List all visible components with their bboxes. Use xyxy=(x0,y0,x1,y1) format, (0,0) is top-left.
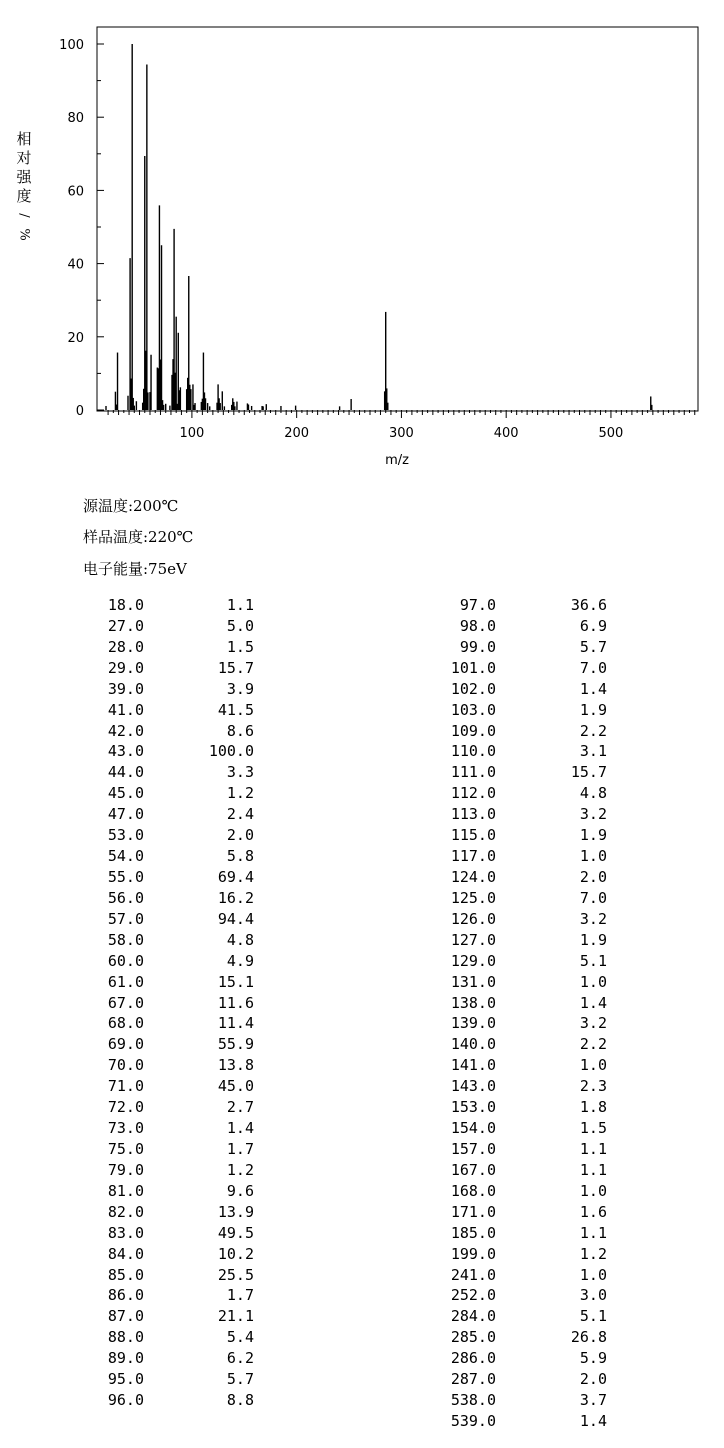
table-row xyxy=(360,972,660,993)
abundance-value: 3.7 xyxy=(579,1391,607,1410)
table-row xyxy=(0,1118,300,1139)
table-row xyxy=(360,658,660,679)
mz-value: 97.0 xyxy=(459,596,496,614)
table-row xyxy=(0,679,300,700)
abundance-value: 1.4 xyxy=(579,993,607,1012)
mz-value: 112.0 xyxy=(450,784,496,803)
y-tick-label: 60 xyxy=(67,184,84,200)
abundance-value: 1.0 xyxy=(579,972,607,991)
table-row xyxy=(0,595,300,616)
table-row xyxy=(360,679,660,700)
mz-value: 88.0 xyxy=(107,1328,144,1347)
abundance-value: 1.0 xyxy=(579,1265,607,1284)
table-row xyxy=(360,1327,660,1348)
table-row xyxy=(360,1265,660,1286)
abundance-value: 3.0 xyxy=(579,1286,607,1305)
abundance-value: 69.4 xyxy=(217,867,254,886)
mz-value: 110.0 xyxy=(450,742,496,761)
mz-value: 125.0 xyxy=(450,888,496,907)
table-row xyxy=(360,846,660,867)
mz-value: 47.0 xyxy=(107,805,144,824)
table-row xyxy=(0,1139,300,1160)
table-row xyxy=(360,1369,660,1390)
mz-value: 18.0 xyxy=(107,596,144,614)
x-tick-label: 100 xyxy=(179,426,205,441)
abundance-value: 1.2 xyxy=(226,1160,254,1179)
abundance-value: 3.1 xyxy=(579,742,607,761)
mz-value: 538.0 xyxy=(450,1391,496,1410)
table-row xyxy=(0,1055,300,1076)
table-row xyxy=(0,1013,300,1034)
table-row xyxy=(0,741,300,762)
abundance-value: 16.2 xyxy=(217,888,254,907)
abundance-value: 11.4 xyxy=(217,1014,254,1033)
mz-value: 70.0 xyxy=(107,1056,144,1075)
x-tick-label: 500 xyxy=(598,426,624,441)
y-axis-label-char: 相 xyxy=(16,130,32,148)
abundance-value: 26.8 xyxy=(570,1328,607,1347)
table-row xyxy=(360,1013,660,1034)
abundance-value: 94.4 xyxy=(217,909,254,928)
plot-frame xyxy=(97,27,698,411)
abundance-value: 15.1 xyxy=(217,972,254,991)
abundance-value: 5.7 xyxy=(226,1370,254,1389)
mz-value: 29.0 xyxy=(107,658,144,677)
x-axis xyxy=(108,410,695,441)
abundance-value: 100.0 xyxy=(208,742,254,761)
abundance-value: 25.5 xyxy=(217,1265,254,1284)
abundance-value: 1.1 xyxy=(579,1160,607,1179)
abundance-value: 1.7 xyxy=(226,1139,254,1158)
table-row xyxy=(360,930,660,951)
mz-value: 58.0 xyxy=(107,930,144,949)
table-row xyxy=(0,951,300,972)
table-row xyxy=(360,1118,660,1139)
mz-value: 42.0 xyxy=(107,721,144,740)
abundance-value: 1.6 xyxy=(579,1202,607,1221)
table-row xyxy=(0,1034,300,1055)
mz-value: 98.0 xyxy=(459,616,496,635)
mz-value: 83.0 xyxy=(107,1223,144,1242)
table-row xyxy=(0,867,300,888)
mz-value: 117.0 xyxy=(450,847,496,866)
y-axis-label-char: 对 xyxy=(16,149,32,167)
abundance-value: 6.9 xyxy=(579,616,607,635)
mz-value: 54.0 xyxy=(107,847,144,866)
abundance-value: 5.1 xyxy=(579,1307,607,1326)
mz-value: 103.0 xyxy=(450,700,496,719)
mz-value: 131.0 xyxy=(450,972,496,991)
table-row xyxy=(0,721,300,742)
table-row xyxy=(0,804,300,825)
table-row xyxy=(360,721,660,742)
abundance-value: 3.2 xyxy=(579,1014,607,1033)
abundance-value: 13.8 xyxy=(217,1056,254,1075)
abundance-value: 55.9 xyxy=(217,1035,254,1054)
mz-value: 101.0 xyxy=(450,658,496,677)
mz-value: 102.0 xyxy=(450,679,496,698)
abundance-value: 1.4 xyxy=(579,1411,607,1430)
abundance-value: 2.7 xyxy=(226,1098,254,1117)
table-row xyxy=(360,825,660,846)
table-row xyxy=(360,595,660,616)
table-row xyxy=(0,1285,300,1306)
table-row xyxy=(360,616,660,637)
mz-value: 44.0 xyxy=(107,763,144,782)
abundance-value: 15.7 xyxy=(570,763,607,782)
abundance-value: 1.1 xyxy=(579,1223,607,1242)
abundance-value: 5.8 xyxy=(226,847,254,866)
table-row xyxy=(0,909,300,930)
abundance-value: 49.5 xyxy=(217,1223,254,1242)
mz-value: 68.0 xyxy=(107,1014,144,1033)
abundance-value: 2.4 xyxy=(226,805,254,824)
abundance-value: 7.0 xyxy=(579,658,607,677)
table-row xyxy=(360,1306,660,1327)
mz-value: 39.0 xyxy=(107,679,144,698)
table-row xyxy=(360,762,660,783)
mz-value: 28.0 xyxy=(107,637,144,656)
y-axis-label-char: 强 xyxy=(16,168,32,186)
abundance-value: 1.9 xyxy=(579,700,607,719)
mz-value: 241.0 xyxy=(450,1265,496,1284)
mz-value: 115.0 xyxy=(450,826,496,845)
abundance-value: 1.5 xyxy=(579,1119,607,1138)
abundance-value: 5.1 xyxy=(579,951,607,970)
table-row xyxy=(0,616,300,637)
mz-value: 171.0 xyxy=(450,1202,496,1221)
mz-value: 82.0 xyxy=(107,1202,144,1221)
abundance-value: 2.0 xyxy=(226,826,254,845)
table-row xyxy=(0,1348,300,1369)
table-row xyxy=(0,972,300,993)
table-row xyxy=(0,700,300,721)
table-row xyxy=(360,741,660,762)
abundance-value: 3.2 xyxy=(579,805,607,824)
abundance-value: 2.3 xyxy=(579,1077,607,1096)
mz-value: 199.0 xyxy=(450,1244,496,1263)
table-row xyxy=(360,993,660,1014)
table-row xyxy=(0,783,300,804)
table-row xyxy=(0,1223,300,1244)
table-row xyxy=(360,909,660,930)
table-row xyxy=(0,1160,300,1181)
mz-value: 60.0 xyxy=(107,951,144,970)
table-row xyxy=(360,1139,660,1160)
table-row xyxy=(360,804,660,825)
abundance-value: 9.6 xyxy=(226,1181,254,1200)
mz-value: 69.0 xyxy=(107,1035,144,1054)
abundance-value: 1.4 xyxy=(579,679,607,698)
abundance-value: 1.0 xyxy=(579,1181,607,1200)
abundance-value: 45.0 xyxy=(217,1077,254,1096)
table-row xyxy=(0,1327,300,1348)
table-row xyxy=(360,1202,660,1223)
mz-value: 99.0 xyxy=(459,637,496,656)
table-row xyxy=(360,888,660,909)
mz-value: 111.0 xyxy=(450,763,496,782)
mz-value: 53.0 xyxy=(107,826,144,845)
abundance-value: 4.8 xyxy=(579,784,607,803)
table-row xyxy=(360,1348,660,1369)
table-row xyxy=(360,1181,660,1202)
mz-value: 55.0 xyxy=(107,867,144,886)
table-row xyxy=(360,1223,660,1244)
mz-value: 140.0 xyxy=(450,1035,496,1054)
table-row xyxy=(360,1160,660,1181)
table-row xyxy=(0,1076,300,1097)
abundance-value: 2.0 xyxy=(579,867,607,886)
table-row xyxy=(360,637,660,658)
source-temperature: 源温度:200℃ xyxy=(83,497,179,515)
table-row xyxy=(0,930,300,951)
mz-value: 138.0 xyxy=(450,993,496,1012)
x-axis-label: m/z xyxy=(385,453,409,468)
mz-value: 168.0 xyxy=(450,1181,496,1200)
mz-value: 153.0 xyxy=(450,1098,496,1117)
table-row xyxy=(360,1390,660,1411)
abundance-value: 1.9 xyxy=(579,930,607,949)
mz-value: 84.0 xyxy=(107,1244,144,1263)
abundance-value: 15.7 xyxy=(217,658,254,677)
mz-value: 45.0 xyxy=(107,784,144,803)
mz-value: 81.0 xyxy=(107,1181,144,1200)
table-row xyxy=(360,1055,660,1076)
mz-value: 139.0 xyxy=(450,1014,496,1033)
abundance-value: 2.2 xyxy=(579,721,607,740)
abundance-value: 5.7 xyxy=(579,637,607,656)
y-tick-label: 80 xyxy=(67,111,84,127)
y-tick-label: 40 xyxy=(67,257,84,273)
peak-table-right xyxy=(360,595,660,1432)
abundance-value: 1.4 xyxy=(226,1119,254,1138)
mz-value: 124.0 xyxy=(450,867,496,886)
mz-value: 129.0 xyxy=(450,951,496,970)
table-row xyxy=(0,1244,300,1265)
mz-value: 284.0 xyxy=(450,1307,496,1326)
table-row xyxy=(0,1265,300,1286)
spectrum-peaks xyxy=(106,44,652,410)
abundance-value: 8.6 xyxy=(226,721,254,740)
mz-value: 73.0 xyxy=(107,1119,144,1138)
table-row xyxy=(360,951,660,972)
abundance-value: 4.8 xyxy=(226,930,254,949)
abundance-value: 1.7 xyxy=(226,1286,254,1305)
abundance-value: 7.0 xyxy=(579,888,607,907)
table-row xyxy=(0,1390,300,1411)
y-axis-label-char: / xyxy=(16,213,32,218)
abundance-value: 1.2 xyxy=(579,1244,607,1263)
table-row xyxy=(360,1097,660,1118)
table-row xyxy=(0,1369,300,1390)
mz-value: 143.0 xyxy=(450,1077,496,1096)
y-tick-label: 100 xyxy=(59,38,84,53)
abundance-value: 1.0 xyxy=(579,1056,607,1075)
mz-value: 185.0 xyxy=(450,1223,496,1242)
abundance-value: 10.2 xyxy=(217,1244,254,1263)
mz-value: 56.0 xyxy=(107,888,144,907)
abundance-value: 5.0 xyxy=(226,616,254,635)
table-row xyxy=(0,1181,300,1202)
table-row xyxy=(0,637,300,658)
table-row xyxy=(360,1244,660,1265)
mz-value: 286.0 xyxy=(450,1349,496,1368)
table-row xyxy=(360,783,660,804)
mz-value: 61.0 xyxy=(107,972,144,991)
mz-value: 539.0 xyxy=(450,1411,496,1430)
y-tick-label: 20 xyxy=(67,330,84,346)
mz-value: 71.0 xyxy=(107,1077,144,1096)
abundance-value: 1.0 xyxy=(579,847,607,866)
table-row xyxy=(360,1411,660,1432)
abundance-value: 11.6 xyxy=(217,993,254,1012)
table-row xyxy=(0,888,300,909)
table-row xyxy=(0,825,300,846)
mz-value: 57.0 xyxy=(107,909,144,928)
mz-value: 86.0 xyxy=(107,1286,144,1305)
mz-value: 75.0 xyxy=(107,1139,144,1158)
mz-value: 41.0 xyxy=(107,700,144,719)
y-tick-label: 0 xyxy=(75,404,84,419)
abundance-value: 1.9 xyxy=(579,826,607,845)
table-row xyxy=(0,1202,300,1223)
mz-value: 154.0 xyxy=(450,1119,496,1138)
mz-value: 113.0 xyxy=(450,805,496,824)
mz-value: 127.0 xyxy=(450,930,496,949)
peak-table-left xyxy=(0,595,300,1415)
mz-value: 285.0 xyxy=(450,1328,496,1347)
sample-temperature: 样品温度:220℃ xyxy=(83,528,194,546)
mz-value: 157.0 xyxy=(450,1139,496,1158)
table-row xyxy=(0,1097,300,1118)
mz-value: 79.0 xyxy=(107,1160,144,1179)
mz-value: 287.0 xyxy=(450,1370,496,1389)
table-row xyxy=(360,1285,660,1306)
table-row xyxy=(0,846,300,867)
x-tick-label: 400 xyxy=(493,426,519,441)
abundance-value: 3.2 xyxy=(579,909,607,928)
mz-value: 72.0 xyxy=(107,1098,144,1117)
mass-spectrum-chart xyxy=(0,0,724,480)
table-row xyxy=(360,867,660,888)
abundance-value: 21.1 xyxy=(217,1307,254,1326)
x-tick-label: 200 xyxy=(284,426,310,441)
abundance-value: 8.8 xyxy=(226,1391,254,1410)
mz-value: 109.0 xyxy=(450,721,496,740)
mz-value: 43.0 xyxy=(107,742,144,761)
abundance-value: 3.3 xyxy=(226,763,254,782)
abundance-value: 36.6 xyxy=(570,596,607,614)
abundance-value: 1.2 xyxy=(226,784,254,803)
abundance-value: 3.9 xyxy=(226,679,254,698)
table-row xyxy=(360,700,660,721)
mz-value: 95.0 xyxy=(107,1370,144,1389)
abundance-value: 6.2 xyxy=(226,1349,254,1368)
y-axis-label xyxy=(14,130,34,244)
mz-value: 27.0 xyxy=(107,616,144,635)
y-axis-label-char: % xyxy=(16,228,32,241)
mz-value: 252.0 xyxy=(450,1286,496,1305)
table-row xyxy=(360,1034,660,1055)
abundance-value: 4.9 xyxy=(226,951,254,970)
mz-value: 67.0 xyxy=(107,993,144,1012)
table-row xyxy=(0,658,300,679)
abundance-value: 5.9 xyxy=(579,1349,607,1368)
mz-value: 89.0 xyxy=(107,1349,144,1368)
electron-energy: 电子能量:75eV xyxy=(83,560,187,578)
abundance-value: 2.2 xyxy=(579,1035,607,1054)
table-row xyxy=(360,1076,660,1097)
table-row xyxy=(0,762,300,783)
abundance-value: 1.1 xyxy=(579,1139,607,1158)
abundance-value: 1.8 xyxy=(579,1098,607,1117)
mz-value: 167.0 xyxy=(450,1160,496,1179)
mz-value: 141.0 xyxy=(450,1056,496,1075)
y-axis-label-char: 度 xyxy=(16,187,32,205)
abundance-value: 5.4 xyxy=(226,1328,254,1347)
table-row xyxy=(0,1306,300,1327)
table-row xyxy=(0,993,300,1014)
abundance-value: 13.9 xyxy=(217,1202,254,1221)
x-tick-label: 300 xyxy=(389,426,414,441)
mz-value: 87.0 xyxy=(107,1307,144,1326)
abundance-value: 1.5 xyxy=(226,637,254,656)
abundance-value: 41.5 xyxy=(217,700,254,719)
abundance-value: 2.0 xyxy=(579,1370,607,1389)
abundance-value: 1.1 xyxy=(226,596,254,614)
mz-value: 96.0 xyxy=(107,1391,144,1410)
mz-value: 85.0 xyxy=(107,1265,144,1284)
mz-value: 126.0 xyxy=(450,909,496,928)
